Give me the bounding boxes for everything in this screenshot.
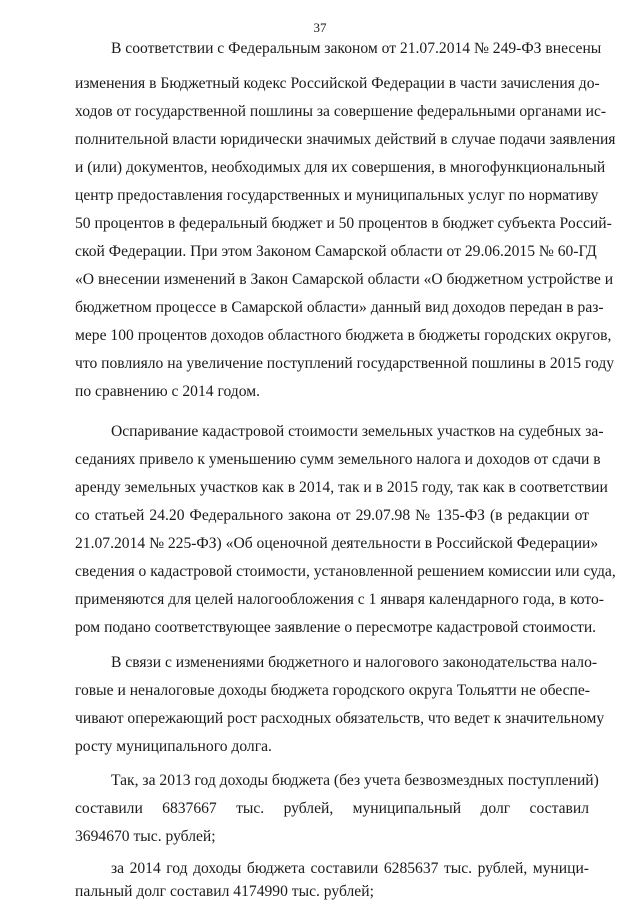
text-line: В соответствии с Федеральным законом от 21.07.2014 № 249-ФЗ внесены (111, 40, 602, 57)
text-line: полнительной власти юридически значимых действий в случае подачи заявления (75, 131, 616, 148)
text-line: седаниях привело к уменьшению сумм земельного налога и доходов от сдачи в (75, 451, 601, 468)
text-line: чивают опережающий рост расходных обязательств, что ведет к значительному (75, 710, 605, 727)
text-line: мере 100 процентов доходов областного бюджета в бюджеты городских округов, (75, 327, 612, 344)
text-line: бюджетном процессе в Самарской области» данный вид доходов передан в раз- (75, 299, 604, 316)
text-line: ходов от государственной пошлины за совершение федеральными органами ис- (75, 103, 607, 120)
text-line: центр предоставления государственных и муниципальных услуг по нормативу (75, 187, 599, 204)
text-line: сведения о кадастровой стоимости, установленной решением комиссии или суда, (75, 563, 616, 580)
text-line: пальный долг составил 4174990 тыс. рублей; (75, 883, 374, 900)
text-line: Оспаривание кадастровой стоимости земельных участков на судебных за- (111, 423, 604, 440)
text-line: составили 6837667 тыс. рублей, муниципальный долг составил (75, 800, 589, 817)
text-line: аренду земельных участков как в 2014, так и в 2015 году, так как в соответствии (75, 479, 608, 496)
text-line: применяются для целей налогообложения с 1 января календарного года, в кото- (75, 591, 604, 608)
text-line: ской Федерации. При этом Законом Самарской области от 29.06.2015 № 60-ГД (75, 243, 597, 260)
text-line: 21.07.2014 № 225-ФЗ) «Об оценочной деятельности в Российской Федерации» (75, 535, 599, 552)
text-line: говые и неналоговые доходы бюджета городского округа Тольятти не обеспе- (75, 682, 590, 699)
page-number: 37 (313, 20, 327, 35)
text-line: и (или) документов, необходимых для их совершения, в многофункциональный (75, 159, 606, 176)
text-line: за 2014 год доходы бюджета составили 6285637 тыс. рублей, муници- (111, 860, 589, 877)
text-line: В связи с изменениями бюджетного и налогового законодательства нало- (111, 654, 598, 671)
text-line: «О внесении изменений в Закон Самарской области «О бюджетном устройстве и (75, 271, 614, 288)
text-line: что повлияло на увеличение поступлений государственной пошлины в 2015 году (75, 355, 615, 372)
text-line: Так, за 2013 год доходы бюджета (без учета безвозмездных поступлений) (111, 772, 599, 789)
text-line: 50 процентов в федеральный бюджет и 50 процентов в бюджет субъекта Россий- (75, 215, 612, 232)
text-line: росту муниципального долга. (75, 738, 272, 755)
text-line: ром подано соответствующее заявление о пересмотре кадастровой стоимости. (75, 619, 597, 636)
text-line: 3694670 тыс. рублей; (75, 828, 216, 845)
text-line: со статьей 24.20 Федерального закона от 29.07.98 № 135-ФЗ (в редакции от (75, 507, 589, 524)
text-line: изменения в Бюджетный кодекс Российской Федерации в части зачисления до- (75, 75, 600, 92)
text-line: по сравнению с 2014 годом. (75, 383, 261, 400)
